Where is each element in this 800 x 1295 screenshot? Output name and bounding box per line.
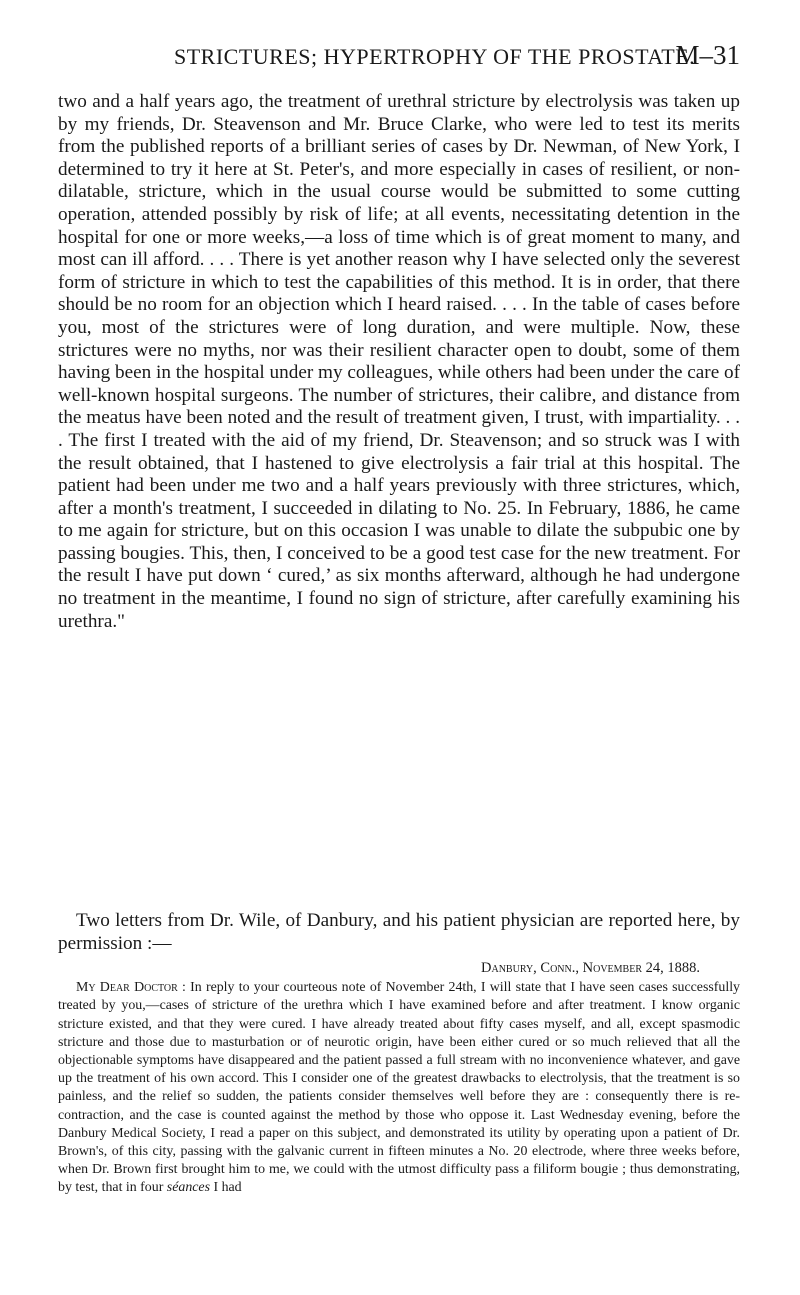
letter-dateline: Danbury, Conn., November 24, 1888. xyxy=(481,960,700,977)
running-title: STRICTURES; HYPERTROPHY OF THE PROSTATE. xyxy=(174,44,696,69)
letter-text: In reply to your courteous note of November 24th, I will state that I have seen cases successfully treated by you,—cases of stricture of the urethra which I have examined before and after treatment. I know organic stricture existed, and that they were cured. I have already treated about fifty cases myself, and all, except spasmodic stricture and those due to masturbation or of neurotic origin, have been either cured or so much relieved that all the objectionable symptoms have disappeared and the patient passed a full stream with no inconvenience whatever, and gave up the treatment of his own accord. This I consider one of the greatest drawbacks to electrolysis, that the treatment is so painless, and the relief so sudden, the patients consider themselves well before they are : consequently there is re-contraction, and the case is counted against the method by those who oppose it. Last Wednesday evening, before the Danbury Medical Society, I read a paper on this subject, and demonstrated its utility by operating upon a patient of Dr. Brown's, of this city, passing with the galvanic current in fifteen minutes a No. 20 electrode, where three weeks before, when Dr. Brown first brought him to me, we could with the utmost difficulty pass a filiform bougie ; thus demonstrating, by test, that in four xyxy=(58,980,740,1196)
letter-section xyxy=(58,910,740,1198)
letter-tail: I had xyxy=(210,1180,242,1196)
page-number: M–31 xyxy=(675,40,740,70)
main-text xyxy=(58,91,740,633)
book-page xyxy=(58,0,740,1295)
letter-salutation: My Dear Doctor : xyxy=(76,980,186,996)
letter-intro: Two letters from Dr. Wile, of Danbury, and his patient physician are reported here, by permission :— xyxy=(58,910,740,954)
body-paragraph: two and a half years ago, the treatment of urethral stricture by electrolysis was taken up by my friends, Dr. Steavenson and Mr. Bruce Clarke, who were led to test its merits from the published reports of a brilliant series of cases by Dr. Newman, of New York, I determined to try it here at St. Peter's, and more especially in cases of resilient, or non-dilatable, stricture, which in the usual course would be submitted to some cutting operation, attended possibly by risk of life; at all events, necessitating detention in the hospital for one or more weeks,—a loss of time which is of great moment to many, and most can ill afford. . . . There is yet another reason why I have selected only the severest form of stricture in which to test the capabilities of this method. It is in order, that there should be no room for an objection which I heard raised. . . . In the table of cases before you, most of the strictures were of long duration, and were multiple. Now, these strictures were no myths, nor was their resilient character open to doubt, some of them having been in the hospital under my colleagues, while others had been under the care of well-known hospital surgeons. The number of strictures, their calibre, and distance from the meatus have been noted and the result of treatment given, I trust, with impartiality. . . . The first I treated with the aid of my friend, Dr. Steavenson; and so struck was I with the result obtained, that I hastened to give electrolysis a fair trial at this hospital. The patient had been under me two and a half years previously with three strictures, which, after a month's treatment, I succeeded in dilating to No. 25. In February, 1886, he came to me again for stricture, but on this occasion I was unable to dilate the subpubic one by passing bougies. This, then, I conceived to be a good test case for the new treatment. For the result I have put down ‘ cured,’ as six months afterward, although he had undergone no treatment in the meantime, I found no sign of stricture, after carefully examining his urethra." xyxy=(58,91,740,632)
letter-body xyxy=(58,979,740,1197)
letter-italic-word: séances xyxy=(166,1180,210,1196)
running-header xyxy=(58,40,740,84)
